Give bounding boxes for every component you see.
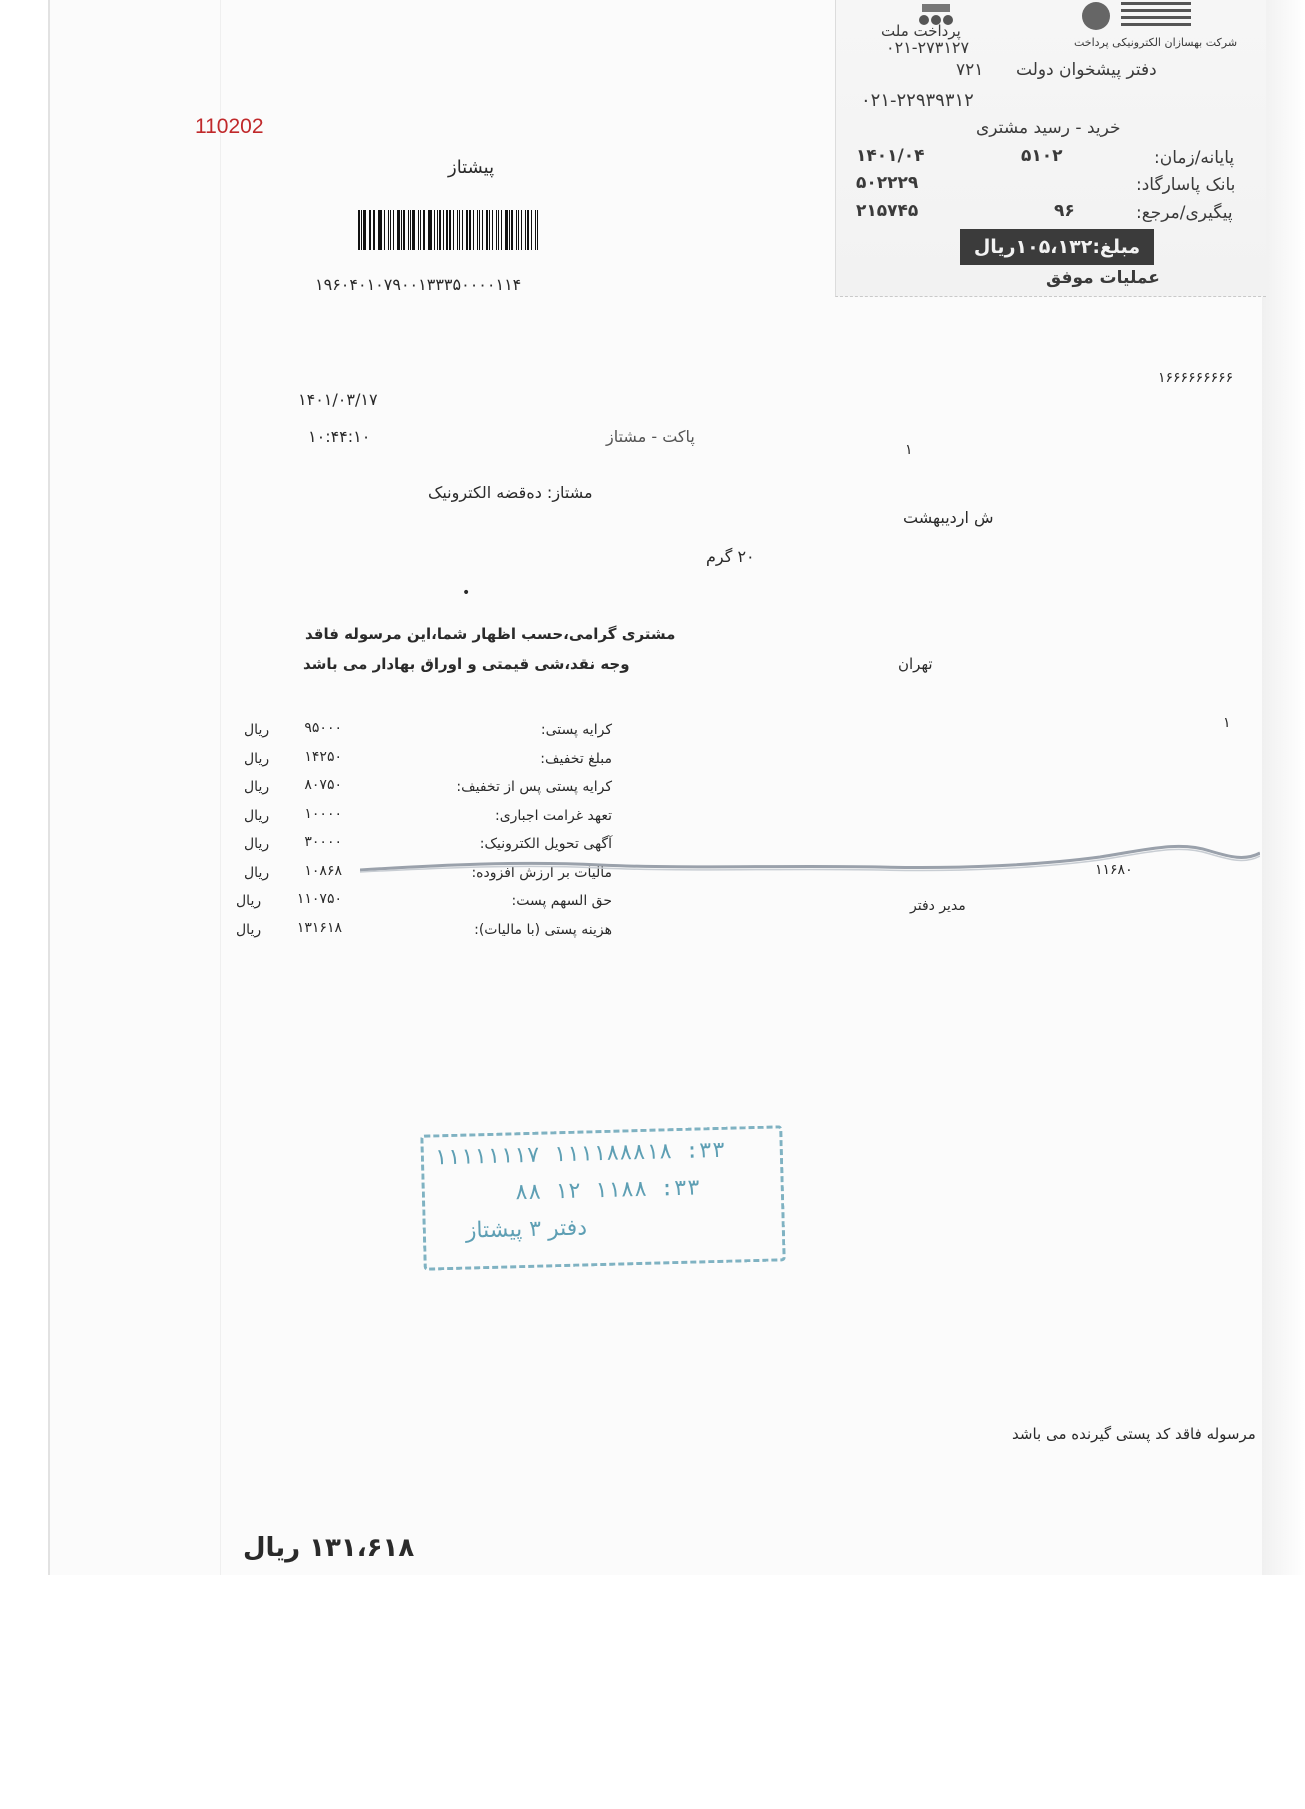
fee-unit: ریال: [244, 751, 270, 767]
fee-label: هزینه پستی (با مالیات):: [474, 922, 612, 938]
barcode-bar: [401, 210, 402, 250]
office-phone: ۰۲۱-۲۲۹۳۹۳۱۲: [861, 90, 974, 111]
fee-value: ۱۰۸۶۸: [304, 863, 342, 879]
barcode-bar: [370, 210, 371, 250]
barcode-bar: [486, 210, 488, 250]
fee-label: حق السهم پست:: [511, 893, 612, 909]
barcode-bar: [390, 210, 391, 250]
barcode-bar: [498, 210, 499, 250]
barcode-bar: [384, 210, 386, 250]
fee-unit: ریال: [244, 836, 270, 852]
barcode-bar: [393, 210, 395, 250]
notice-line-2: وجه نقد،شی قیمتی و اوراق بهادار می باشد: [303, 655, 630, 673]
amount-band: مبلغ:۱۰۵،۱۳۲ریال: [960, 229, 1154, 265]
fee-unit: ریال: [244, 722, 270, 738]
company-name: شرکت بهسازان الکترونیکی پرداخت: [1074, 36, 1238, 49]
total-amount: ۱۳۱،۶۱۸ ریال: [243, 1533, 415, 1563]
reference-value: ۹۶: [1054, 201, 1075, 221]
barcode-bar: [420, 210, 422, 250]
barcode-bar: [511, 210, 513, 250]
terminal-date: ۱۴۰۱/۰۴: [856, 146, 925, 166]
barcode-bar: [373, 210, 375, 250]
barcode-bar: [477, 210, 479, 250]
bank-phone: ۰۲۱-۲۷۳۱۲۷: [886, 38, 970, 57]
right-number: ۱۱۶۸۰: [1095, 862, 1133, 878]
barcode-bar: [379, 210, 381, 250]
document-id: 110202: [195, 115, 264, 138]
barcode-bar: [492, 210, 494, 250]
fee-unit: ریال: [244, 865, 270, 881]
barcode-bar: [388, 210, 389, 250]
barcode-bar: [482, 210, 483, 250]
barcode-bar: [489, 210, 490, 250]
weight: ۲۰ گرم: [706, 547, 755, 566]
barcode-bar: [443, 210, 444, 250]
operation-status: عملیات موفق: [1046, 268, 1160, 288]
fee-label: مبلغ تخفیف:: [540, 751, 612, 767]
barcode-bar: [408, 210, 409, 250]
barcode-bar: [531, 210, 532, 250]
right-count: ۱: [1223, 715, 1231, 731]
barcode-number: ۱۹۶۰۴۰۱۰۷۹۰۰۱۳۳۳۵۰۰۰۰۱۱۴: [315, 275, 522, 294]
issue-time: ۱۰:۴۴:۱۰: [308, 427, 371, 446]
receipt-title: خرید - رسید مشتری: [976, 118, 1121, 138]
office-label: دفتر پیشخوان دولت: [1016, 60, 1157, 80]
barcode-bar: [397, 210, 399, 250]
barcode-bar: [462, 210, 463, 250]
reference-label: پیگیری/مرجع:: [1136, 203, 1233, 223]
office-stamp: [420, 1125, 785, 1270]
district: ش اردیبهشت: [903, 508, 994, 527]
fee-value: ۸۰۷۵۰: [304, 777, 342, 793]
fee-value: ۳۰۰۰۰: [304, 834, 342, 850]
barcode-bar: [459, 210, 461, 250]
fee-unit: ریال: [236, 922, 262, 938]
barcode-bar: [378, 210, 379, 250]
company-logo-icon: [1076, 0, 1196, 40]
fee-unit: ریال: [236, 893, 262, 909]
barcode-bar: [466, 210, 468, 250]
terminal-label: پایانه/زمان:: [1154, 148, 1235, 168]
bank-brand: پرداخت ملت: [881, 22, 961, 40]
barcode-bar: [509, 210, 510, 250]
barcode-bar: [437, 210, 438, 250]
barcode-bar: [358, 210, 360, 250]
barcode-bar: [535, 210, 537, 250]
barcode-bar: [403, 210, 405, 250]
terminal-value: ۵۱۰۲: [1021, 146, 1063, 166]
notice-line-1: مشتری گرامی،حسب اظهار شما،این مرسوله فاقد: [305, 625, 676, 643]
fee-value: ۱۳۱۶۱۸: [296, 920, 342, 936]
barcode-bar: [410, 210, 411, 250]
barcode-bar: [479, 210, 480, 250]
fee-unit: ریال: [244, 808, 270, 824]
sender-line: مشتاز: ده‌قضه الکترونیک: [428, 483, 593, 502]
stamp-line-3: دفتر ۳ پیشتاز: [465, 1215, 588, 1244]
barcode-bar: [446, 210, 448, 250]
barcode-bar: [449, 210, 451, 250]
scan-edge: [48, 0, 50, 1575]
fee-value: ۱۴۲۵۰: [304, 749, 342, 765]
issue-date: ۱۴۰۱/۰۳/۱۷: [298, 390, 378, 409]
package-type: پاکت - مشتاز: [606, 427, 695, 446]
fee-value: ۱۱۰۷۵۰: [296, 891, 342, 907]
barcode-bar: [516, 210, 517, 250]
reference-value-2: ۲۱۵۷۴۵: [856, 201, 919, 221]
barcode-bar: [537, 210, 538, 250]
barcode-bar: [457, 210, 458, 250]
fee-value: ۹۵۰۰۰: [304, 720, 342, 736]
barcode-bar: [434, 210, 435, 250]
barcode-bar: [505, 210, 507, 250]
stamp-line-1: ۱۱۱۱۱۱۱۷ ۱۱۱۱۸۸۸۱۸ :۳۳: [433, 1137, 726, 1171]
barcode: [358, 210, 540, 250]
office-manager: مدیر دفتر: [910, 898, 966, 914]
fee-unit: ریال: [244, 779, 270, 795]
barcode-bar: [361, 210, 362, 250]
service-title: پیشتاز: [448, 157, 495, 178]
barcode-bar: [418, 210, 419, 250]
office-number: ۷۲۱: [956, 60, 984, 80]
fee-label: آگهی تحویل الکترونیک:: [479, 836, 612, 852]
bank-label: بانک پاسارگاد:: [1136, 175, 1236, 195]
fee-label: مالیات بر ارزش افزوده:: [471, 865, 612, 881]
barcode-bar: [473, 210, 474, 250]
stamp-line-2: ۸۸ ۱۲ ۱۱۸۸ :۳۳: [514, 1175, 701, 1206]
fee-label: تعهد غرامت اجباری:: [494, 808, 612, 824]
barcode-bar: [412, 210, 414, 250]
bank-value: ۵۰۲۲۲۹: [856, 173, 919, 193]
barcode-bar: [429, 210, 431, 250]
barcode-bar: [496, 210, 497, 250]
barcode-bar: [518, 210, 519, 250]
fee-label: کرایه پستی:: [540, 722, 612, 738]
barcode-bar: [527, 210, 529, 250]
fee-label: کرایه پستی پس از تخفیف:: [456, 779, 612, 795]
barcode-bar: [501, 210, 503, 250]
barcode-bar: [369, 210, 370, 250]
barcode-bar: [521, 210, 523, 250]
scan-edge: [1262, 0, 1305, 1575]
scan-edge: [220, 0, 221, 1575]
postal-code-note: مرسوله فاقد کد پستی گیرنده می باشد: [1012, 1425, 1256, 1443]
barcode-bar: [525, 210, 526, 250]
count-mark: ۱: [905, 442, 913, 458]
fee-value: ۱۰۰۰۰: [304, 806, 342, 822]
tracking-number: ۱۶۶۶۶۶۶۶۶۶: [1158, 370, 1234, 386]
barcode-bar: [439, 210, 441, 250]
barcode-bar: [428, 210, 429, 250]
bullet-dot: •: [462, 585, 471, 601]
barcode-bar: [423, 210, 425, 250]
barcode-bar: [453, 210, 454, 250]
barcode-bar: [469, 210, 471, 250]
barcode-bar: [363, 210, 365, 250]
city: تهران: [898, 655, 933, 673]
